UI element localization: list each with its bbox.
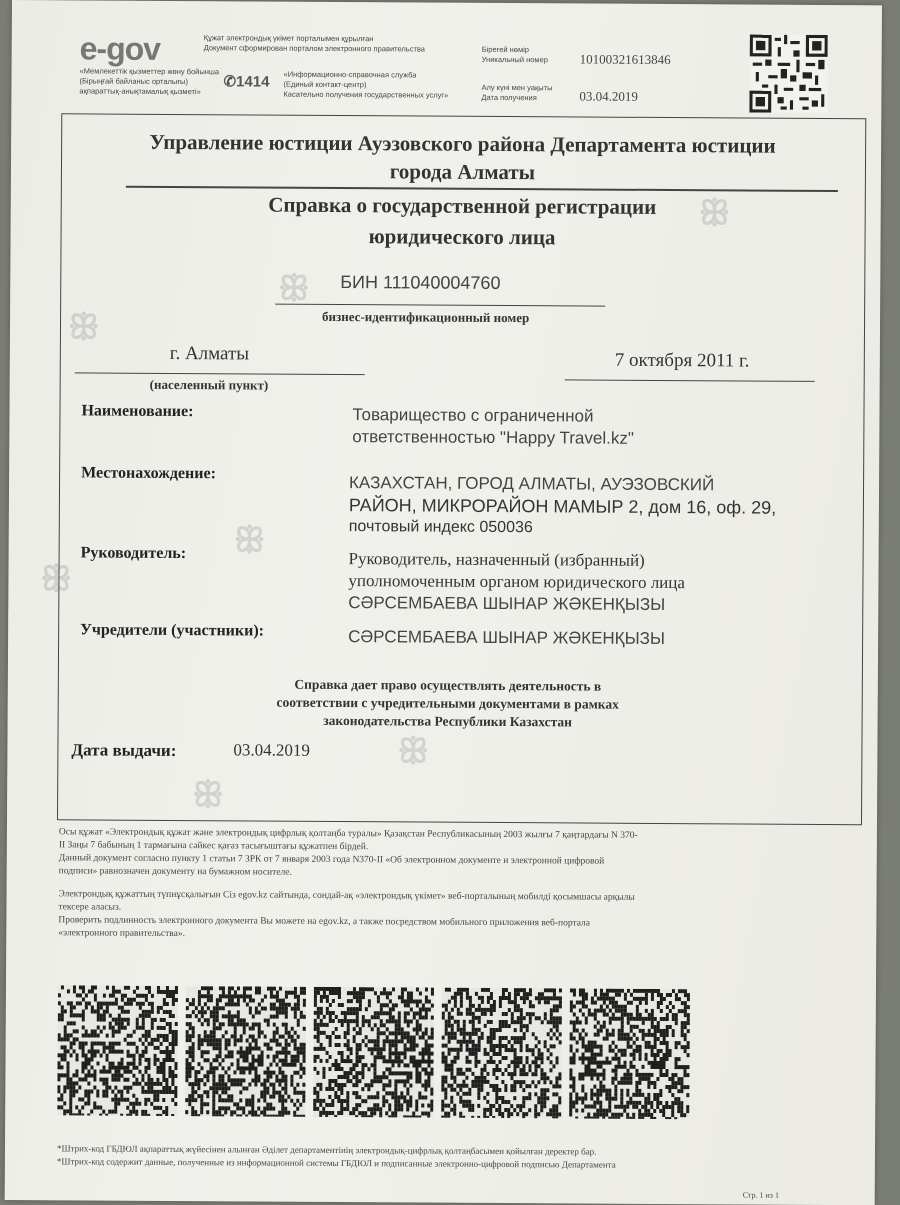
phone-icon: ✆ — [223, 73, 237, 91]
reg-number-label: Бірегей нөмір Уникальный номер — [481, 44, 548, 65]
header-info-text: «Информационно-справочная служба (Единый контакт-центр) Касательно получения государственных услуг» — [283, 69, 449, 100]
notice-text: Справка дает право осуществлять деятельность в соответствии с учредительными документами в рамках законодательства Республики Казахстан — [276, 676, 619, 730]
qr-code — [749, 35, 827, 113]
watermark-icon: ꕥ — [192, 776, 224, 815]
phone-number: ✆1414 — [223, 73, 270, 91]
issue-date: 03.04.2019 — [233, 740, 310, 760]
header-service-text: «Мемлекеттік қызметтер жөну бойынша (Бірыңғай байланыс орталығы) ақпараттық-анықтамалық қызметі» — [79, 66, 220, 97]
location-value: КАЗАХСТАН, ГОРОД АЛМАТЫ, АУЭЗОВСКИЙ РАЙОН, МИКРОРАЙОН МАМЫР 2, дом 16, оф. 29, почтовый индекс 050036 — [348, 473, 777, 537]
head-label: Руководитель: — [80, 544, 187, 563]
legal-text: Осы құжат «Электрондық құжат және электрондық цифрлық қолтаңба туралы» Қазақстан Республикасының 2003 жылғы 7 қаңтардағы N 370- II Заңы 7 бабының 1 тармағына сәйкес қағаз тасығыштағы құжатпен бірдей. Данный документ согласно пункту 1 статьи 7 ЗРК от 7 января 2003 года N370-II «Об электронном документе и электронной цифровой подписи» равнозначен документу на бумажном носителе. Электрондық құжаттың түпнұсқалығын Сіз egov.kz сайтында, сондай-ақ «электрондық үкімет» веб-порталының мобилді қосымшасы арқылы тексере аласыз. Проверить подлинность электронного документа Вы можете на egov.kz, а также посредством мобильного приложения веб-портала «электронного правительства». — [58, 827, 638, 940]
doc-title: Справка о государственной регистрации юридического лица — [268, 192, 657, 250]
date-received-label: Алу күні мен уақыты Дата получения — [481, 82, 553, 103]
registration-date: 7 октября 2011 г. — [614, 349, 750, 372]
watermark-icon: ꕥ — [698, 194, 731, 233]
bin-caption: бизнес-идентификационный номер — [322, 308, 530, 326]
barcode-notes: *Штрих-код ГБДЮЛ ақпараттық жүйесінен алынған Әділет департаментінің электрондық-цифрлық қолтаңбасымен қойылған деректер бар. *Штрих-код содержит данные, полученные из информационной системы ГБДЮЛ и подписанные электронно-цифровой подписью Департамента — [56, 1143, 616, 1170]
watermark-icon: ꕥ — [40, 560, 73, 599]
header-left-text: Құжат электрондық үкімет порталымен құрылған Документ сформирован порталом электронного правительства — [203, 33, 426, 54]
egov-logo: e-gov — [79, 30, 161, 67]
head-value: Руководитель, назначенный (избранный) уполномоченным органом юридического лица СӘРСЕМБАЕВА ШЫНАР ЖӘКЕНҚЫЗЫ — [348, 549, 686, 615]
city-caption: (населенный пункт) — [149, 376, 269, 393]
reg-number: 10100321613846 — [579, 51, 671, 68]
date-received: 03.04.2019 — [579, 88, 638, 104]
org-title: Управление юстиции Ауэзовского района Департамента юстиции города Алматы — [149, 129, 776, 185]
watermark-icon: ꕥ — [397, 732, 430, 771]
watermark-icon: ꕥ — [67, 308, 100, 347]
city-value: г. Алматы — [169, 342, 250, 365]
founders-value: СӘРСЕМБАЕВА ШЫНАР ЖӘКЕНҚЫЗЫ — [348, 627, 666, 649]
location-label: Местонахождение: — [81, 464, 216, 483]
page-number: Стр. 1 из 1 — [742, 1190, 780, 1200]
issue-date-label: Дата выдачи: — [71, 740, 177, 761]
watermark-icon: ꕥ — [233, 521, 266, 560]
bin-number: БИН 111040004760 — [340, 272, 501, 293]
founders-label: Учредители (участники): — [80, 621, 265, 640]
name-label: Наименование: — [81, 402, 194, 421]
document-page — [5, 0, 882, 1205]
name-value: Товарищество с ограниченной ответственностью "Happy Travel.kz" — [352, 405, 634, 448]
barcode-strip — [57, 985, 698, 1119]
watermark-icon: ꕥ — [278, 269, 310, 308]
